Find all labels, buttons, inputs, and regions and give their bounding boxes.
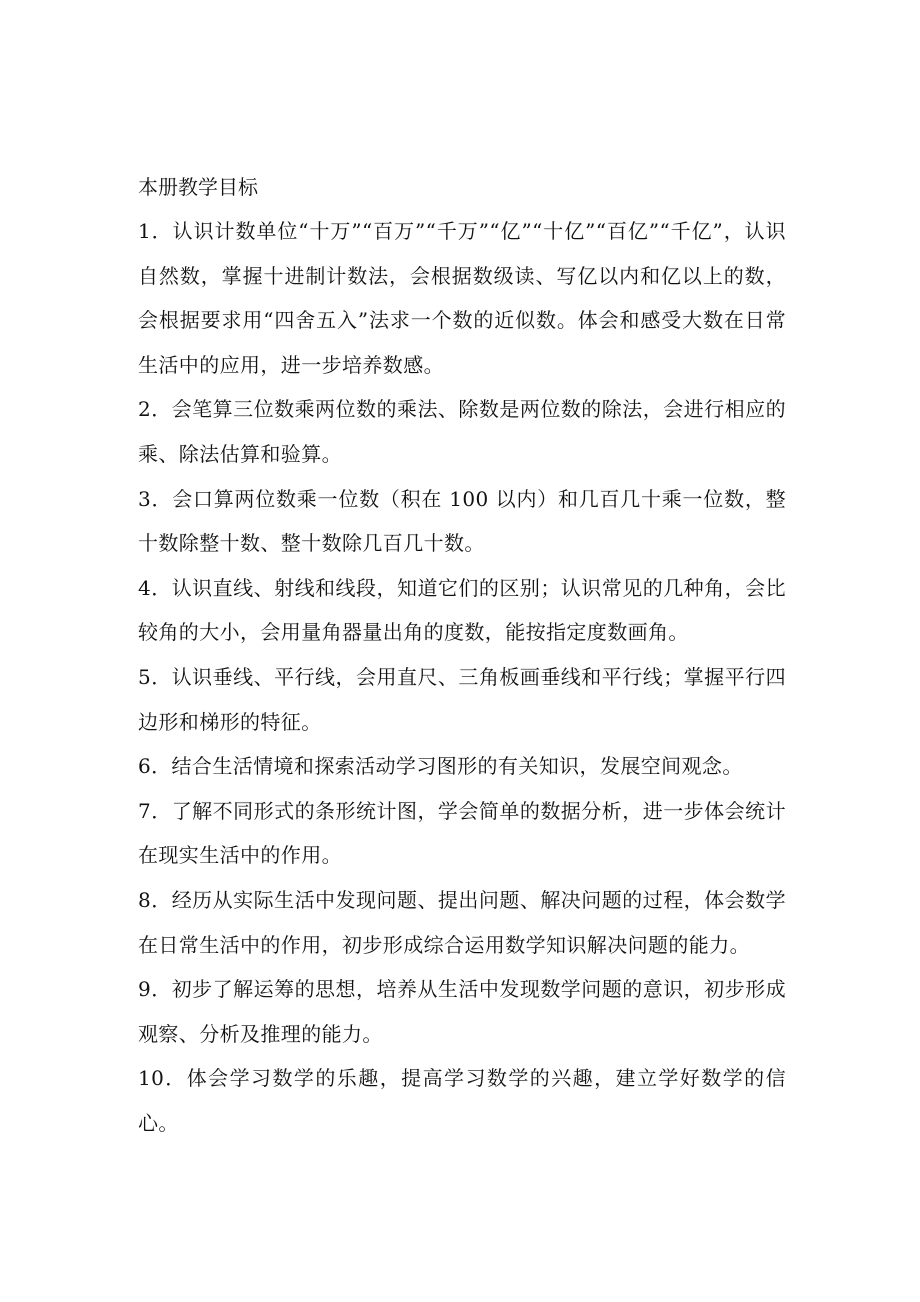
- item-text: 认识垂线、平行线，会用直尺、三角板画垂线和平行线；掌握平行四边形和梯形的特征。: [138, 664, 786, 734]
- item-text: 会口算两位数乘一位数（积在 100 以内）和几百几十乘一位数，整十数除整十数、整十数除几百几十数。: [138, 486, 786, 556]
- item-number: 8．: [138, 887, 172, 912]
- item-number: 5．: [138, 664, 172, 689]
- objective-item-3: [138, 477, 786, 566]
- item-number: 10．: [138, 1066, 187, 1091]
- objective-item-8: [138, 878, 786, 967]
- item-number: 9．: [138, 977, 172, 1002]
- item-number: 2．: [138, 397, 172, 422]
- item-text: 会笔算三位数乘两位数的乘法、除数是两位数的除法，会进行相应的乘、除法估算和验算。: [138, 397, 786, 466]
- objective-item-6: [138, 744, 786, 789]
- objective-item-1: [138, 209, 786, 387]
- item-number: 6．: [138, 754, 172, 779]
- objective-item-7: [138, 789, 786, 878]
- document-content: [138, 165, 786, 1145]
- item-number: 7．: [138, 798, 172, 823]
- item-text: 了解不同形式的条形统计图，学会简单的数据分析，进一步体会统计在现实生活中的作用。: [138, 798, 786, 868]
- objective-item-2: [138, 387, 786, 476]
- item-number: 4．: [138, 575, 172, 600]
- item-text: 初步了解运筹的思想，培养从生活中发现数学问题的意识，初步形成观察、分析及推理的能力。: [138, 977, 786, 1046]
- item-number: 3．: [138, 486, 173, 511]
- objective-item-5: [138, 655, 786, 744]
- objective-item-10: [138, 1056, 786, 1145]
- objective-item-9: [138, 967, 786, 1056]
- item-text: 认识计数单位“十万”“百万”“千万”“亿”“十亿”“百亿”“千亿”，认识自然数，掌握十进制计数法，会根据数级读、写亿以内和亿以上的数，会根据要求用“四舍五入”法求一个数的近似数。体会和感受大数在日常生活中的应用，进一步培养数感。: [138, 219, 786, 377]
- item-text: 经历从实际生活中发现问题、提出问题、解决问题的过程，体会数学在日常生活中的作用，初步形成综合运用数学知识解决问题的能力。: [138, 887, 786, 957]
- document-title: 本册教学目标: [138, 175, 258, 199]
- item-number: 1．: [138, 219, 173, 243]
- objective-item-4: [138, 566, 786, 655]
- item-text: 认识直线、射线和线段，知道它们的区别；认识常见的几种角，会比较角的大小，会用量角器量出角的度数，能按指定度数画角。: [138, 575, 786, 645]
- item-text: 结合生活情境和探索活动学习图形的有关知识，发展空间观念。: [171, 754, 743, 779]
- item-text: 体会学习数学的乐趣，提高学习数学的兴趣，建立学好数学的信心。: [138, 1066, 786, 1135]
